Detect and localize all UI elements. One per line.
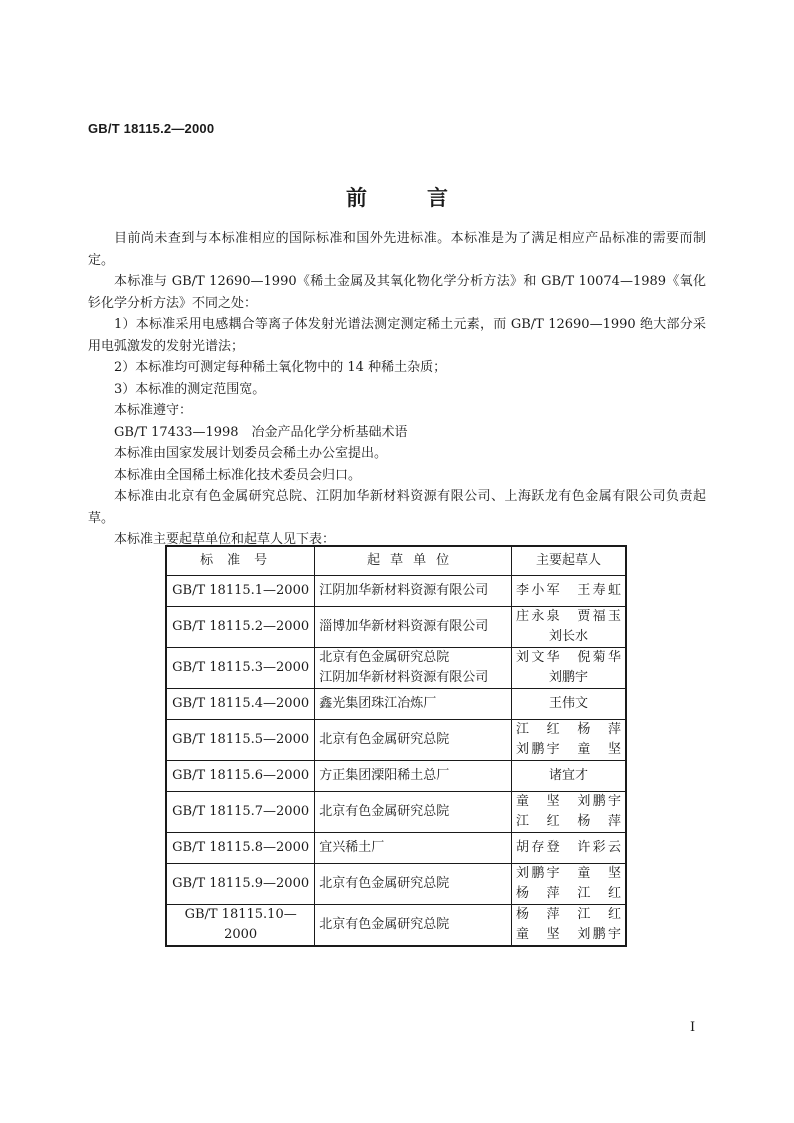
drafter-names-line: 刘鹏宇 童 坚 [515,742,621,757]
standard-number-cell: GB/T 18115.6—2000 [166,761,315,792]
standard-number-cell: GB/T 18115.7—2000 [166,792,315,833]
drafter-names-line: 刘长水 [548,629,588,644]
page-number: I [690,1020,696,1035]
table-row [166,864,626,905]
drafters-cell [511,648,626,689]
paragraph: GB/T 17433—1998 冶金产品化学分析基础术语 [114,424,408,440]
drafter-names-line: 童 坚 刘鹏宇 [515,794,621,809]
drafting-unit-line: 北京有色金属研究总院 [319,876,450,891]
paragraph: 本标准由北京有色金属研究总院、江阴加华新材料资源有限公司、上海跃龙有色金属有限公司负责起草。 [88,489,706,526]
standard-number-cell: GB/T 18115.1—2000 [166,576,315,607]
paragraph: 本标准与 GB/T 12690—1990《稀土金属及其氧化物化学分析方法》和 GB/T 10074—1989《氧化钐化学分析方法》不同之处： [88,274,706,311]
standard-number-cell: GB/T 18115.9—2000 [166,864,315,905]
header-drafting-unit: 起草单位 [315,546,512,576]
drafting-unit-line: 北京有色金属研究总院 [319,732,450,747]
drafting-unit-line: 鑫光集团珠江冶炼厂 [319,696,437,711]
drafters-cell [511,864,626,905]
standard-number-cell: GB/T 18115.4—2000 [166,689,315,720]
table-body [166,576,626,947]
drafting-unit-line: 江阴加华新材料资源有限公司 [319,670,489,685]
drafters-cell [511,607,626,648]
drafter-names-line: 童 坚 刘鹏宇 [515,927,621,942]
drafter-names-line: 江 红 杨 萍 [515,722,621,737]
drafting-unit-line: 北京有色金属研究总院 [319,917,450,932]
standard-number-cell: GB/T 18115.10—2000 [166,905,315,947]
drafter-names-line: 江 红 杨 萍 [515,814,621,829]
paragraph: 目前尚未查到与本标准相应的国际标准和国外先进标准。本标准是为了满足相应产品标准的需要而制定。 [88,231,706,268]
drafter-names-line: 胡存登 许彩云 [515,840,621,855]
paragraph: 本标准由国家发展计划委员会稀土办公室提出。 [114,446,388,461]
drafting-unit-cell [315,792,512,833]
foreword-body [88,228,706,551]
table-header-row [166,546,626,576]
page-title: 前言 [346,185,508,210]
paragraph: 本标准由全国稀土标准化技术委员会归口。 [114,467,362,483]
drafters-table [165,545,627,947]
drafting-unit-cell [315,905,512,947]
drafter-names-line: 杨 萍 江 红 [515,886,621,901]
drafting-unit-line: 宜兴稀土厂 [319,840,385,855]
drafter-names-line: 诸宜才 [548,768,588,783]
table-row [166,648,626,689]
drafters-cell [511,792,626,833]
standard-number-cell: GB/T 18115.5—2000 [166,720,315,761]
drafting-unit-line: 北京有色金属研究总院 [319,804,450,819]
paragraph: 3）本标准的测定范围宽。 [114,381,266,397]
drafting-unit-cell [315,689,512,720]
drafting-unit-line: 北京有色金属研究总院 [319,650,450,665]
drafting-unit-line: 淄博加华新材料资源有限公司 [319,619,489,634]
paragraph: 本标准主要起草单位和起草人见下表： [114,532,336,547]
paragraph: 1）本标准采用电感耦合等离子体发射光谱法测定测定稀土元素，而 GB/T 12690—1990 绝大部分采用电弧激发的发射光谱法； [88,317,706,354]
paragraph: 2）本标准均可测定每种稀土氧化物中的 14 种稀土杂质； [114,360,447,375]
standard-number-cell: GB/T 18115.2—2000 [166,607,315,648]
table-row [166,689,626,720]
drafter-names-line: 庄永泉 贾福玉 [515,609,621,624]
table-row [166,607,626,648]
table-row [166,905,626,947]
drafter-names-line: 刘文华 倪菊华 [515,650,621,665]
paragraph: 本标准遵守： [114,403,193,418]
table-row [166,833,626,864]
standard-code: GB/T 18115.2—2000 [88,121,215,136]
drafter-names-line: 杨 萍 江 红 [515,907,621,922]
drafters-cell [511,576,626,607]
drafting-unit-cell [315,761,512,792]
drafters-cell [511,689,626,720]
table-row [166,576,626,607]
drafting-unit-line: 江阴加华新材料资源有限公司 [319,583,489,598]
drafting-unit-line: 方正集团溧阳稀土总厂 [319,768,450,783]
table-row [166,761,626,792]
drafting-unit-cell [315,833,512,864]
drafting-unit-cell [315,720,512,761]
drafters-cell [511,720,626,761]
standard-number-cell: GB/T 18115.8—2000 [166,833,315,864]
table-row [166,792,626,833]
drafting-unit-cell [315,648,512,689]
drafting-unit-cell [315,576,512,607]
drafter-names-line: 刘鹏宇 [548,670,588,685]
drafting-unit-cell [315,864,512,905]
drafters-cell [511,833,626,864]
header-drafters: 主要起草人 [511,546,626,576]
drafters-cell [511,905,626,947]
table-row [166,720,626,761]
header-standard-number: 标准号 [166,546,315,576]
drafters-cell [511,761,626,792]
drafter-names-line: 王伟文 [548,696,588,711]
drafting-unit-cell [315,607,512,648]
standard-number-cell: GB/T 18115.3—2000 [166,648,315,689]
drafter-names-line: 李小军 王寿虹 [515,583,621,598]
drafter-names-line: 刘鹏宇 童 坚 [515,866,621,881]
